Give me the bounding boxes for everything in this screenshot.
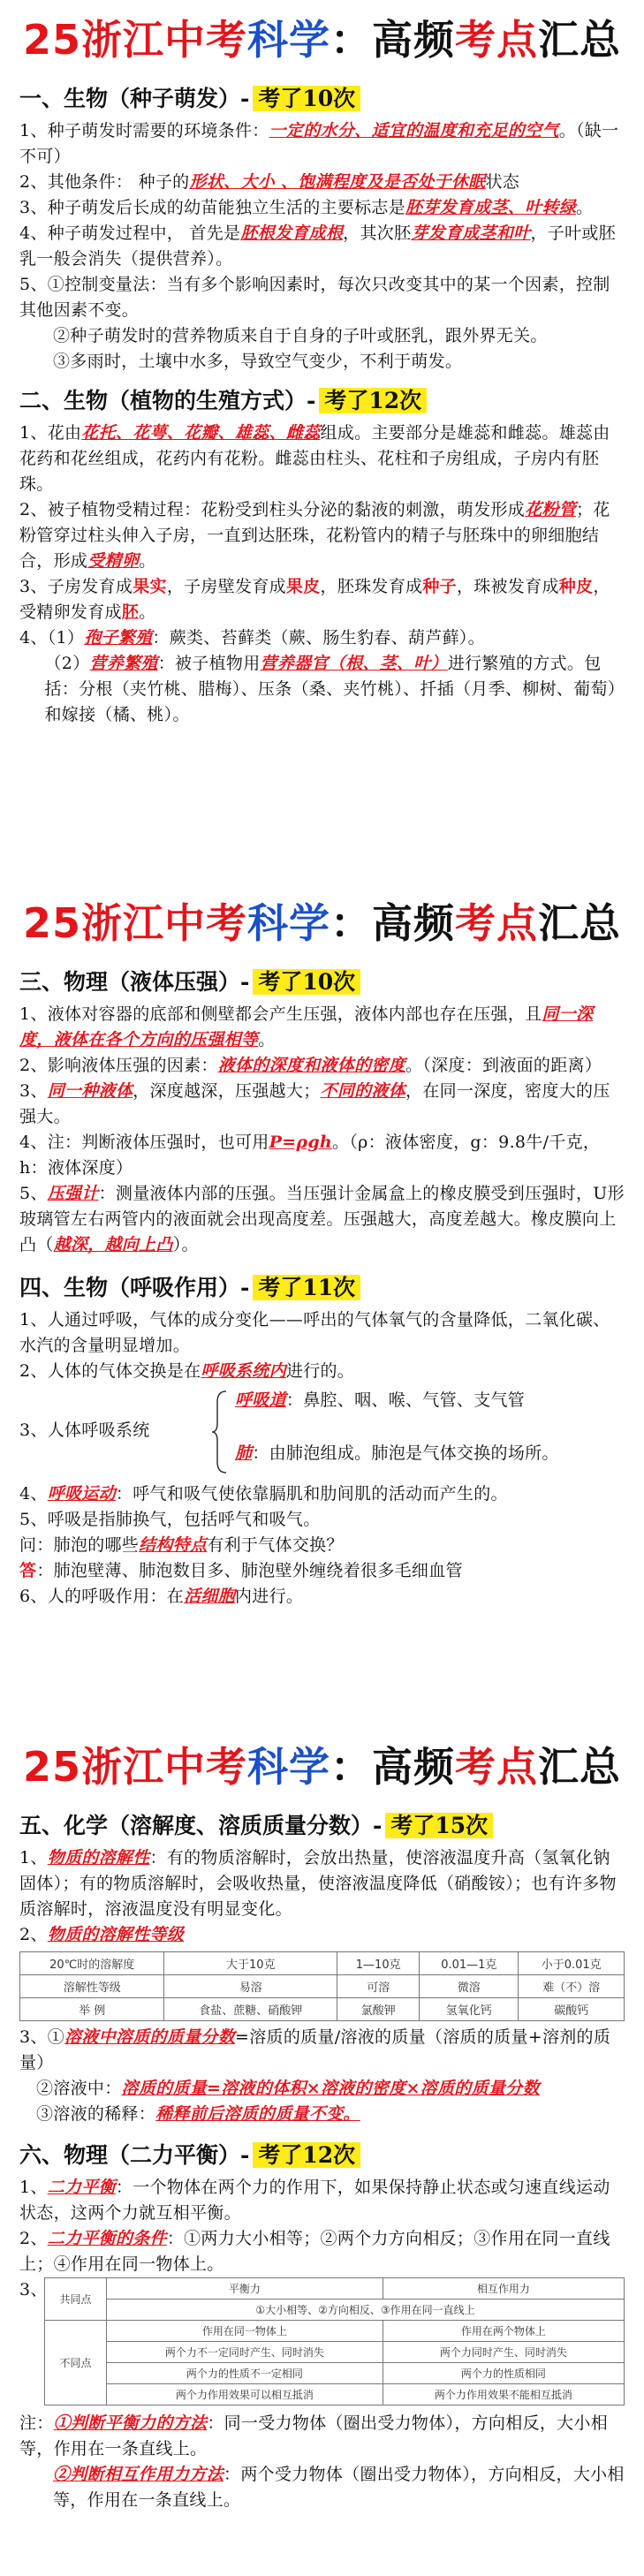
text-line: 呼吸道：鼻腔、咽、喉、气管、支气管	[235, 1390, 526, 1410]
text-line: 1、二力平衡：一个物体在两个力的作用下，如果保持静止状态或匀速直线运动状态，这两个力就互相平衡。	[19, 2178, 610, 2223]
section-title-text: 三、物理（液体压强）-	[19, 969, 250, 995]
section-title	[19, 965, 625, 996]
table-cell: 1—10克	[337, 1952, 420, 1975]
banner-part: 科学	[247, 1743, 330, 1791]
text-line: 6、人的呼吸作用：在活细胞内进行。	[19, 1587, 304, 1606]
text-line: 4、（1）孢子繁殖：蕨类、苔藓类（蕨、肠生豹春、葫芦藓）。	[19, 628, 485, 648]
banner-part: 考点	[455, 899, 538, 947]
banner-part: 科学	[247, 899, 330, 947]
text-line: 问：肺泡的哪些结构特点有利于气体交换？	[19, 1535, 344, 1555]
text-line: 3、①溶液中溶质的质量分数=溶质的质量/溶液的质量（溶质的质量+溶剂的质量）	[19, 2027, 611, 2072]
table-cell: 氯酸钾	[337, 1998, 420, 2021]
table-cell: 碳酸钙	[519, 1998, 625, 2021]
text-line: 2、影响液体压强的因素：液体的深度和液体的密度。（深度：到液面的距离）	[19, 1056, 602, 1075]
text-line: ③溶液的稀释：稀释前后溶质的质量不变。	[36, 2104, 360, 2124]
table-cell: 相互作用力	[383, 2278, 624, 2299]
text-line: 1、物质的溶解性：有的物质溶解时，会放出热量，使溶液温度升高（氢氧化钠固体）；有的物质溶解时，会吸收热量，使溶液温度降低（硝酸铵）；也有许多物质溶解时，溶液温度没有明显变化。	[19, 1848, 617, 1919]
section-title	[19, 383, 625, 415]
text-line: 5、压强计：测量液体内部的压强。当压强计金属盒上的橡皮膜受到压强时，U形玻璃管左右两管内的液面就会出现高度差。压强越大，高度差越大。橡皮膜向上凸（越深，越向上凸）。	[19, 1184, 625, 1254]
section-title	[19, 1270, 625, 1302]
text-line: 肺：由肺泡组成。肺泡是气体交换的场所。	[235, 1443, 559, 1463]
table-cell: 易溶	[164, 1975, 337, 1998]
text-line: 1、人通过呼吸，气体的成分变化——呼出的气体氧气的含量降低，二氧化碳、水汽的含量明显增加。	[19, 1310, 610, 1355]
text-line: 答：肺泡壁薄、肺泡数目多、肺泡壁外缠绕着很多毛细血管	[19, 1561, 463, 1580]
count-badge: 考了10次	[253, 86, 360, 111]
text-line: 1、花由花托、花萼、花瓣、雄蕊、雌蕊组成。主要部分是雄蕊和雌蕊。雄蕊由花药和花丝组成，花药内有花粉。雌蕊由柱头、花柱和子房组成，子房内有胚珠。	[19, 423, 610, 494]
page-banner	[19, 0, 625, 74]
banner-part: ：高频	[330, 16, 455, 64]
banner-part: 中考	[164, 899, 247, 947]
text-line: 2、其他条件： 种子的形状、大小 、饱满程度及是否处于休眠状态	[19, 172, 520, 192]
table-cell: 0.01—1克	[420, 1952, 519, 1975]
table-cell: 可溶	[337, 1975, 420, 1998]
text-line: 3、	[19, 2280, 48, 2299]
text-line: 5、呼吸是指肺换气，包括呼气和吸气。	[19, 1510, 321, 1529]
text-line: 3、子房发育成果实，子房壁发育成果皮，胚珠发育成种子，珠被发育成种皮，受精卵发育成胚。	[19, 577, 610, 622]
page-banner	[19, 1727, 625, 1801]
text-line: 2、人体的气体交换是在呼吸系统内进行的。	[19, 1361, 355, 1381]
banner-part: ：高频	[330, 899, 455, 947]
banner-part: 汇总	[538, 899, 621, 947]
section-title-text: 一、生物（种子萌发）-	[19, 86, 250, 111]
block-3	[0, 1727, 644, 2513]
count-badge: 考了12次	[253, 2142, 360, 2168]
text-line: 4、注：判断液体压强时，也可用P=ρgh。（ρ：液体密度，g：9.8牛/千克，h：液体深度）	[19, 1133, 601, 1178]
banner-part: 汇总	[538, 1743, 621, 1791]
text-line: 2、二力平衡的条件：①两力大小相等；②两个力方向相反；③作用在同一直线上；④作用在同一物体上。	[19, 2229, 610, 2274]
banner-part: 汇总	[538, 16, 621, 64]
text-line: 注：①判断平衡力的方法：同一受力物体（圈出受力物体），方向相反，大小相等，作用在一条直线上。	[19, 2413, 609, 2459]
count-badge: 考了10次	[253, 969, 360, 995]
text-line: ③多雨时，土壤中水多，导致空气变少，不利于萌发。	[53, 352, 463, 371]
text-line: （2）营养繁殖：被子植物用营养器官（根、茎、叶）进行繁殖的方式。包括：分根（夹竹桃、腊梅）、压条（桑、夹竹桃）、扦插（月季、柳树、葡萄）和嫁接（橘、桃）。	[44, 654, 625, 724]
count-badge: 考了12次	[319, 388, 427, 413]
banner-part: 25浙江	[22, 899, 164, 947]
text-line: 2、被子植物受精过程：花粉受到柱头分泌的黏液的刺激，萌发形成花粉管；花粉管穿过柱头伸入子房，一直到达胚珠，花粉管内的精子与胚珠中的卵细胞结合，形成受精卵。	[19, 500, 610, 571]
table-cell: 平衡力	[107, 2278, 383, 2299]
force-table	[44, 2277, 625, 2406]
force-comparison	[19, 2277, 625, 2406]
solubility-table	[19, 1951, 625, 2021]
banner-part: 考点	[455, 1743, 538, 1791]
banner-part: ：高频	[330, 1743, 455, 1791]
table-cell: 小于0.01克	[519, 1952, 625, 1975]
table-cell: 大于10克	[164, 1952, 337, 1975]
text-line: 4、种子萌发过程中， 首先是胚根发育成根，其次胚芽发育成茎和叶，子叶或胚乳一般会消失（提供营养）。	[19, 224, 616, 269]
table-cell: 两个力同时产生、同时消失	[383, 2342, 624, 2363]
table-cell: 不同点	[45, 2321, 107, 2406]
table-cell: 氢氧化钙	[420, 1998, 519, 2021]
text-line: 1、液体对容器的底部和侧壁都会产生压强，液体内部也存在压强，且同一深度，液体在各个方向的压强相等。	[19, 1004, 594, 1049]
respiratory-system-diagram	[19, 1384, 625, 1481]
banner-part: 中考	[164, 1743, 247, 1791]
table-cell: 两个力作用效果可以相互抵消	[107, 2384, 383, 2406]
table-cell: ①大小相等、②方向相反、③作用在同一直线上	[107, 2299, 625, 2321]
section-title-text: 四、生物（呼吸作用）-	[19, 1275, 250, 1300]
banner-part: 25浙江	[22, 16, 164, 64]
page-banner	[19, 883, 625, 958]
section-title-text: 二、生物（植物的生殖方式）-	[19, 388, 316, 413]
section-title	[19, 1808, 625, 1840]
table-cell: 溶解性等级	[20, 1975, 164, 1998]
text-line: 3、人体呼吸系统	[19, 1421, 150, 1440]
table-cell: 两个力的性质相同	[383, 2363, 624, 2384]
section-title	[19, 81, 625, 113]
table-cell: 两个力的性质不一定相同	[107, 2363, 383, 2384]
table-cell: 20℃时的溶解度	[20, 1952, 164, 1975]
banner-part: 科学	[247, 16, 330, 64]
banner-part: 考点	[455, 16, 538, 64]
text-line: ②判断相互作用力方法：两个受力物体（圈出受力物体），方向相反，大小相等，作用在一条直线上。	[53, 2465, 625, 2510]
section-title	[19, 2138, 625, 2170]
table-cell: 举 例	[20, 1998, 164, 2021]
table-cell: 作用在两个物体上	[383, 2321, 624, 2342]
text-line: 4、呼吸运动：呼气和吸气使依靠膈肌和肋间肌的活动而产生的。	[19, 1484, 508, 1504]
banner-part: 25浙江	[22, 1743, 164, 1791]
table-cell: 两个力不一定同时产生、同时消失	[107, 2342, 383, 2363]
count-badge: 考了15次	[385, 1813, 493, 1838]
text-line: 2、物质的溶解性等级	[19, 1925, 185, 1944]
table-cell: 食盐、蔗糖、硝酸钾	[164, 1998, 337, 2021]
block-2	[0, 883, 644, 1610]
table-cell: 作用在同一物体上	[107, 2321, 383, 2342]
table-cell: 难（不）溶	[519, 1975, 625, 1998]
table-cell: 微溶	[420, 1975, 519, 1998]
table-cell: 两个力作用效果不能相互抵消	[383, 2384, 624, 2406]
text-line: ②溶液中：溶质的质量=溶液的体积×溶液的密度×溶质的质量分数	[36, 2079, 540, 2098]
brace-icon	[212, 1390, 230, 1474]
section-title-text: 六、物理（二力平衡）-	[19, 2142, 250, 2168]
banner-part: 中考	[164, 16, 247, 64]
table-cell: 共同点	[45, 2278, 107, 2321]
text-line: 3、同一种液体，深度越深，压强越大；不同的液体，在同一深度，密度大的压强大。	[19, 1081, 610, 1126]
section-title-text: 五、化学（溶解度、溶质质量分数）-	[19, 1813, 383, 1838]
text-line: 5、①控制变量法：当有多个影响因素时，每次只改变其中的某一个因素，控制其他因素不变。	[19, 275, 610, 320]
text-line: 1、种子萌发时需要的环境条件：一定的水分、适宜的温度和充足的空气。（缺一不可）	[19, 121, 619, 166]
block-1	[0, 0, 644, 728]
text-line: ②种子萌发时的营养物质来自于自身的子叶或胚乳，跟外界无关。	[53, 326, 548, 345]
text-line: 3、种子萌发后长成的幼苗能独立生活的主要标志是胚芽发育成茎、叶转绿。	[19, 198, 594, 217]
count-badge: 考了11次	[253, 1275, 360, 1300]
